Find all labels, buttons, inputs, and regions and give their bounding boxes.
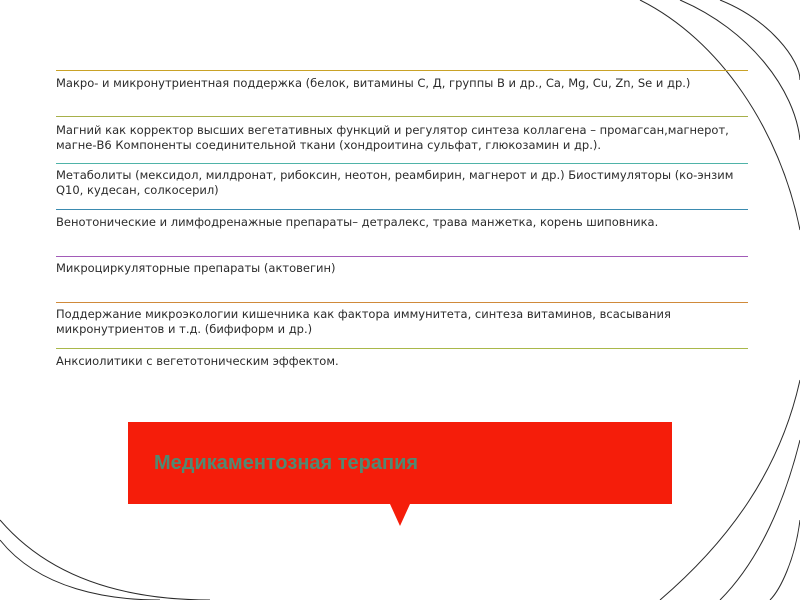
list-item-7: Анксиолитики с вегетотоническим эффектом. bbox=[56, 354, 339, 368]
list-item-4: Венотонические и лимфодренажные препараты– детралекс, трава манжетка, корень шиповника. bbox=[56, 215, 659, 229]
title-banner bbox=[128, 422, 672, 504]
banner-pointer bbox=[390, 504, 410, 526]
list-item-6: Поддержание микроэкологии кишечника как фактора иммунитета, синтеза витаминов, всасывания микронутриентов и т.д. (бифиформ и др.) bbox=[56, 307, 671, 336]
divider-1 bbox=[56, 70, 748, 71]
divider-7 bbox=[56, 348, 748, 349]
divider-3 bbox=[56, 163, 748, 164]
divider-5 bbox=[56, 256, 748, 257]
list-item-1: Макро- и микронутриентная поддержка (белок, витамины С, Д, группы В и др., Са, Mg, Cu, Zn, Se и др.) bbox=[56, 76, 691, 90]
divider-2 bbox=[56, 116, 748, 117]
divider-6 bbox=[56, 302, 748, 303]
list-item-5: Микроциркуляторные препараты (актовегин) bbox=[56, 261, 336, 275]
list-item-2: Магний как корректор высших вегетативных функций и регулятор синтеза коллагена – промагсан,магнерот, магне-В6 Компоненты соединительной ткани (хондроитина сульфат, глюкозамин и др.). bbox=[56, 123, 729, 152]
list-item-3: Метаболиты (мексидол, милдронат, рибоксин, неотон, реамбирин, магнерот и др.) Биостимуляторы (ко-энзим Q10, кудесан, солкосерил) bbox=[56, 168, 734, 197]
banner-title: Медикаментозная терапия bbox=[154, 452, 419, 474]
divider-4 bbox=[56, 209, 748, 210]
